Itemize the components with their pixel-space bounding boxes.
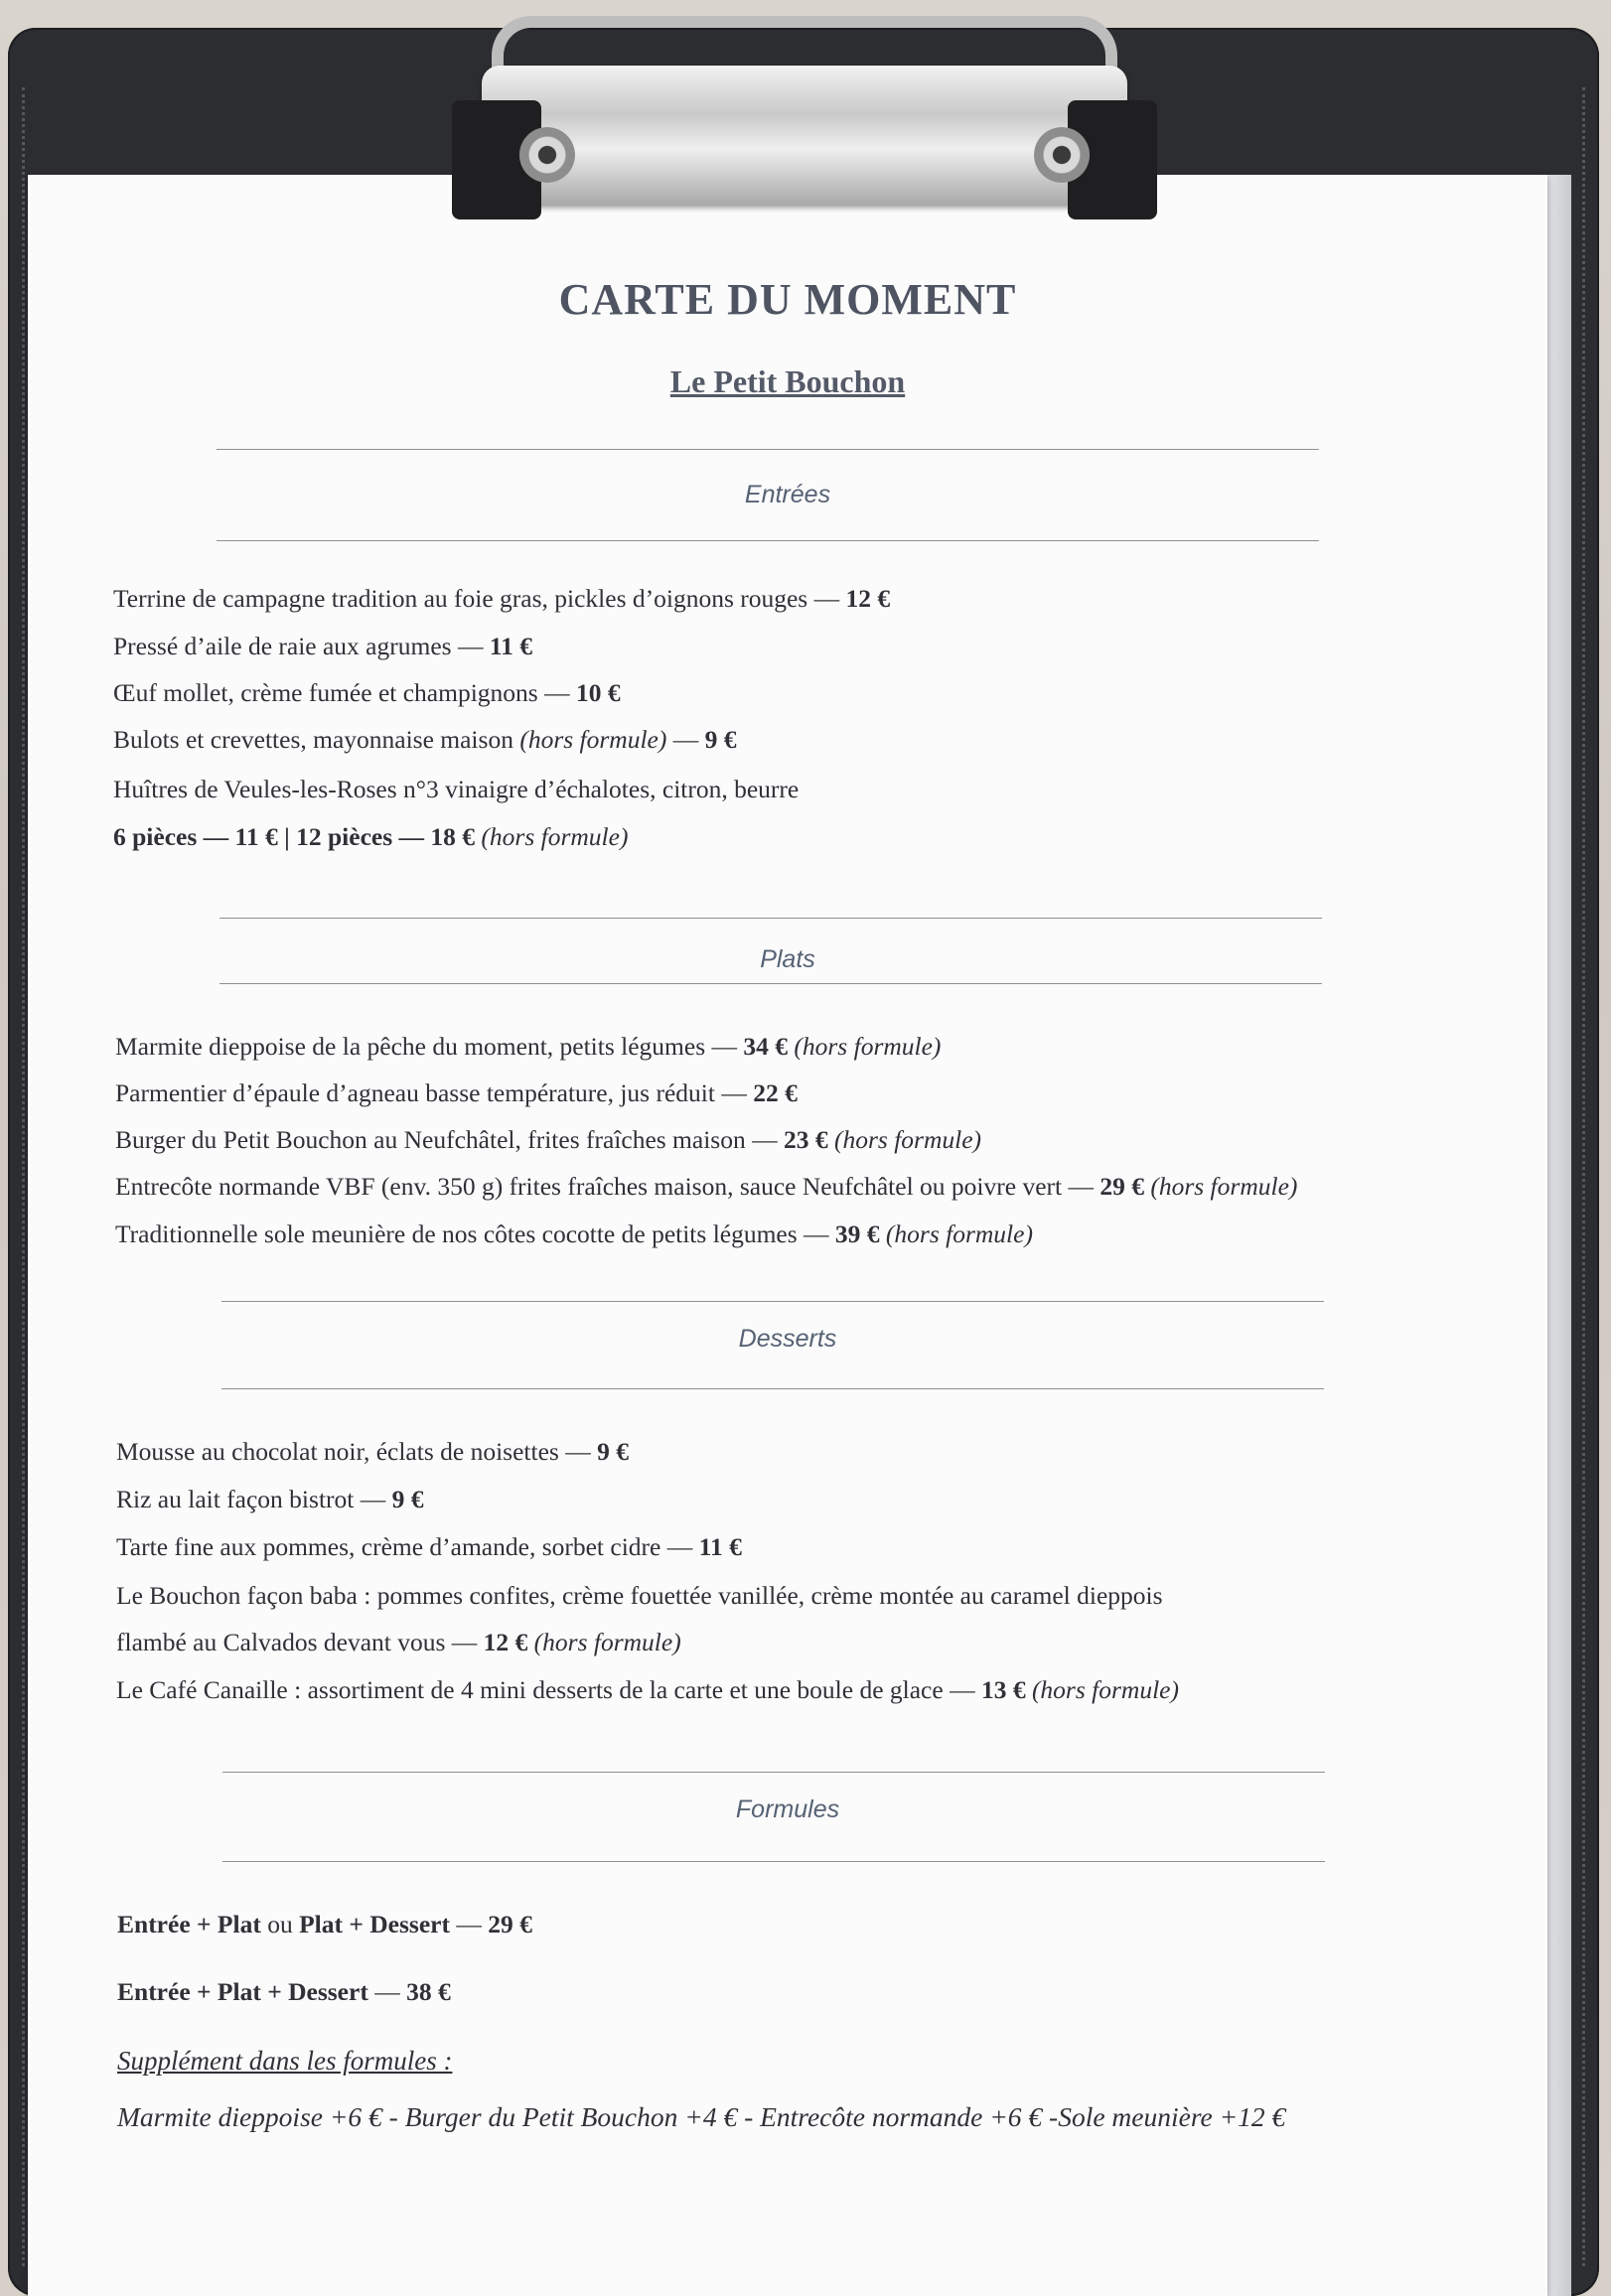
- menu-item: Œuf mollet, crème fumée et champignons — 10 €: [113, 678, 621, 707]
- menu-item-oysters: Huîtres de Veules-les-Roses n°3 vinaigre d’échalotes, citron, beurre: [113, 775, 800, 803]
- section-title-entrees: Entrées: [744, 481, 831, 508]
- supplement-list: Marmite dieppoise +6 € - Burger du Petit Bouchon +4 € - Entrecôte normande +6 € -Sole meunière +12 €: [117, 2101, 1286, 2132]
- divider: [222, 1772, 1325, 1773]
- menu-item: Riz au lait façon bistrot — 9 €: [116, 1485, 424, 1513]
- menu-item: Marmite dieppoise de la pêche du moment, petits légumes — 34 € (hors formule): [115, 1032, 942, 1061]
- menu-item-oysters-prices: 6 pièces — 11 € | 12 pièces — 18 € (hors formule): [113, 822, 629, 851]
- section-title-formules: Formules: [735, 1795, 840, 1823]
- menu-item: Entrecôte normande VBF (env. 350 g) frites fraîches maison, sauce Neufchâtel ou poivre vert — 29 € (hors formule): [115, 1172, 1298, 1201]
- divider: [221, 1301, 1324, 1302]
- menu-item: Mousse au chocolat noir, éclats de noisettes — 9 €: [116, 1437, 629, 1466]
- menu-item: Traditionnelle sole meunière de nos côtes cocotte de petits légumes — 39 € (hors formule): [115, 1220, 1033, 1248]
- divider: [220, 983, 1322, 984]
- clipboard-stitching-right: [1574, 87, 1585, 2266]
- restaurant-name: Le Petit Bouchon: [669, 363, 906, 399]
- clipboard-clip: [452, 16, 1157, 224]
- divider: [222, 1861, 1325, 1862]
- menu-item: Pressé d’aile de raie aux agrumes — 11 €: [113, 632, 533, 660]
- clip-plate: [482, 66, 1127, 205]
- menu-item-cafe-canaille: Le Café Canaille : assortiment de 4 mini desserts de la carte et une boule de glace — 13 € (hors formule): [116, 1675, 1179, 1704]
- rivet-icon: [1034, 127, 1090, 183]
- menu-sheet: [28, 175, 1547, 2296]
- menu-item: Bulots et crevettes, mayonnaise maison (hors formule) — 9 €: [113, 725, 737, 754]
- rivet-icon: [519, 127, 575, 183]
- supplement-title: Supplément dans les formules :: [117, 2046, 453, 2076]
- menu-item: Terrine de campagne tradition au foie gras, pickles d’oignons rouges — 12 €: [113, 584, 891, 613]
- divider: [221, 1388, 1324, 1389]
- divider: [217, 540, 1319, 541]
- divider: [220, 918, 1322, 919]
- menu-item-baba: Le Bouchon façon baba : pommes confites, crème fouettée vanillée, crème montée au caramel dieppois: [116, 1581, 1163, 1610]
- menu-item-baba-cont: flambé au Calvados devant vous — 12 € (hors formule): [116, 1628, 681, 1656]
- formule-2: Entrée + Plat + Dessert — 38 €: [117, 1977, 451, 2006]
- menu-item: Burger du Petit Bouchon au Neufchâtel, frites fraîches maison — 23 € (hors formule): [115, 1125, 982, 1154]
- divider: [217, 449, 1319, 450]
- menu-item: Tarte fine aux pommes, crème d’amande, sorbet cidre — 11 €: [116, 1532, 742, 1561]
- menu-item: Parmentier d’épaule d’agneau basse température, jus réduit — 22 €: [115, 1078, 798, 1107]
- section-title-plats: Plats: [760, 945, 815, 973]
- paper-stack-edge: [1545, 175, 1571, 2296]
- formule-1: Entrée + Plat ou Plat + Dessert — 29 €: [117, 1910, 532, 1938]
- menu-title: CARTE DU MOMENT: [558, 275, 1017, 324]
- section-title-desserts: Desserts: [738, 1325, 837, 1353]
